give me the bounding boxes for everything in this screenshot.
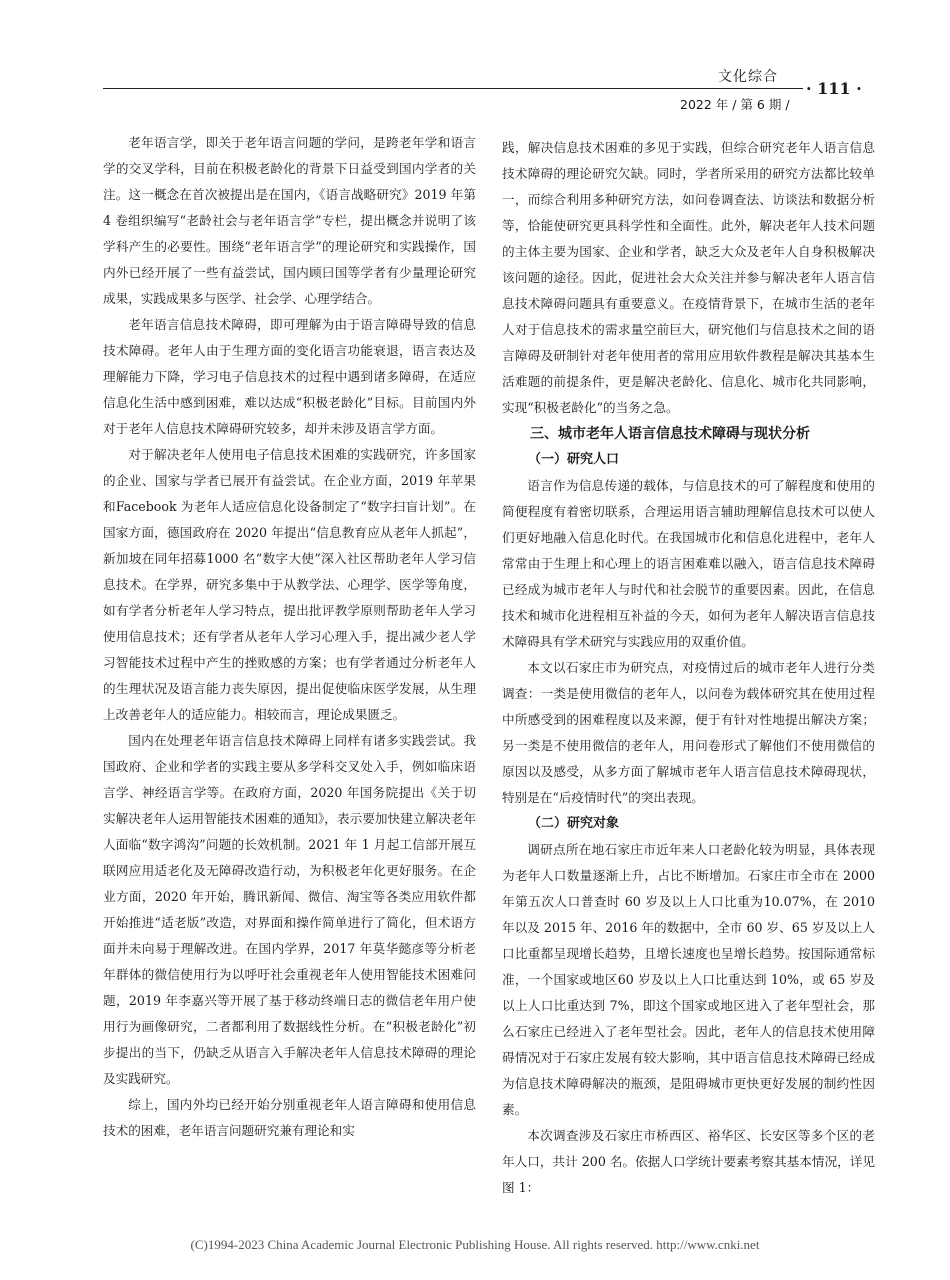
paragraph: 国内在处理老年语言信息技术障碍上同样有诸多实践尝试。我国政府、企业和学者的实践主要从多学科交叉处入手，例如临床语言学、神经语言学等。在政府方面，2020 年国务院提出《关于切实解决老年人运用智能技术困难的通知》，表示要加快建立解决老年人面临“数字鸿沟”问题的长效机制。2021 年 1 月起工信部开展互联网应用适老化及无障碍改造行动，为积极老年化更好服务。在企业方面，2020 年开始，腾讯新闻、微信、淘宝等各类应用软件都开始推进“适老版”改造，对界面和操作简单进行了简化，但术语方面并未向易于理解改进。在国内学界，2017 年莫华懿彦等分析老年群体的微信使用行为以呼吁社会重视老年人使用智能技术困难问题，2019 年李嘉兴等开展了基于移动终端日志的微信老年用户使用行为画像研究，二者都利用了数据线性分析。在“积极老龄化”初步提出的当下，仍缺乏从语言入手解决老年人信息技术障碍的理论及实践研究。 — [103, 733, 476, 1086]
right-column — [502, 135, 875, 1201]
journal-section-title: 文化综合 — [718, 69, 778, 85]
paragraph: 老年语言学，即关于老年语言问题的学问，是跨老年学和语言学的交叉学科，目前在积极老龄化的背景下日益受到国内学者的关注。这一概念在首次被提出是在国内，《语言战略研究》2019 年第 4 卷组织编写“老龄社会与老年语言学”专栏，提出概念并说明了该学科产生的必要性。围绕“老年语言学”的理论研究和实践操作，国内外已经开展了一些有益尝试，国内顾曰国等学者有少量理论研究成果，实践成果多与医学、社会学、心理学结合。 — [103, 135, 476, 306]
paragraph: 本文以石家庄市为研究点，对疫情过后的城市老年人进行分类调查：一类是使用微信的老年人，以问卷为载体研究其在使用过程中所感受到的困难程度以及来源，便于有针对性地提出解决方案；另一类是不使用微信的老年人，用问卷形式了解他们不使用微信的原因以及感受，从多方面了解城市老年人语言信息技术障碍现状，特别是在“后疫情时代”的突出表现。 — [502, 660, 875, 805]
section-heading: 三、城市老年人语言信息技术障碍与现状分析 — [530, 426, 810, 442]
copyright-footer: (C)1994-2023 China Academic Journal Electronic Publishing House. All rights reserved. http://www.cnki.net — [190, 1237, 760, 1252]
paragraph: 综上，国内外均已经开始分别重视老年人语言障碍和使用信息技术的困难，老年语言问题研究兼有理论和实 — [103, 1097, 476, 1138]
paragraph: 调研点所在地石家庄市近年来人口老龄化较为明显，具体表现为老年人口数量逐渐上升，占比不断增加。石家庄市全市在 2000 年第五次人口普查时 60 岁及以上人口比重为10.07%，在 2010 年以及 2015 年、2016 年的数据中，全市 60 岁、65 岁及以上人口比重都呈现增长趋势，且增长速度也呈增长趋势。按国际通常标准，一个国家或地区60 岁及以上人口比重达到 10%，或 65 岁及以上人口比重达到 7%，即这个国家或地区进入了老年型社会，那么石家庄已经进入了老年型社会。因此，老年人的信息技术使用障碍情况对于石家庄发展有较大影响，其中语言信息技术障碍已经成为信息技术障碍解决的瓶颈，是阻碍城市更快更好发展的制约性因素。 — [502, 842, 875, 1117]
page-number: · 111 · — [806, 79, 862, 98]
subsection-heading: （一）研究人口 — [528, 452, 620, 467]
subsection-heading: （二）研究对象 — [528, 816, 620, 831]
issue-info: 2022 年 / 第 6 期 / — [680, 97, 790, 112]
left-column — [103, 130, 476, 1144]
paragraph: 对于解决老年人使用电子信息技术困难的实践研究，许多国家的企业、国家与学者已展开有益尝试。在企业方面，2019 年苹果和Facebook 为老年人适应信息化设备制定了“数字扫盲计划”。在国家方面，德国政府在 2020 年提出“信息教育应从老年人抓起”，新加坡在同年招募1000 名“数字大使”深入社区帮助老年人学习信息技术。在学界，研究多集中于从教学法、心理学、医学等角度，如有学者分析老年人学习特点，提出批评教学原则帮助老年人学习使用信息技术；还有学者从老年人学习心理入手，提出减少老人学习智能技术过程中产生的挫败感的方案；也有学者通过分析老年人的生理状况及语言能力丧失原因，提出促使临床医学发展，从生理上改善老年人的适应能力。相较而言，理论成果匮乏。 — [103, 447, 476, 722]
header-rule — [103, 88, 803, 89]
paragraph: 本次调查涉及石家庄市桥西区、裕华区、长安区等多个区的老年人口，共计 200 名。依据人口学统计要素考察其基本情况，详见图 1： — [502, 1128, 875, 1195]
paragraph: 老年语言信息技术障碍，即可理解为由于语言障碍导致的信息技术障碍。老年人由于生理方面的变化语言功能衰退，语言表达及理解能力下降，学习电子信息技术的过程中遇到诸多障碍，在适应信息化生活中感到困难，难以达成“积极老龄化”目标。目前国内外对于老年人信息技术障碍研究较多，却并未涉及语言学方面。 — [103, 317, 476, 436]
paragraph-continuation: 践，解决信息技术困难的多见于实践，但综合研究老年人语言信息技术障碍的理论研究欠缺。同时，学者所采用的研究方法都比较单一，而综合利用多种研究方法，如问卷调查法、访谈法和数据分析等，恰能使研究更具科学性和全面性。此外，解决老年人技术问题的主体主要为国家、企业和学者，缺乏大众及老年人自身积极解决该问题的途径。因此，促进社会大众关注并参与解决老年人语言信息技术障碍问题具有重要意义。在疫情背景下，在城市生活的老年人对于信息技术的需求量空前巨大，研究他们与信息技术之间的语言障碍及研制针对老年使用者的常用应用软件教程是解决其基本生活难题的前提条件，更是解决老龄化、信息化、城市化共同影响，实现“积极老龄化”的当务之急。 — [502, 140, 875, 415]
paragraph: 语言作为信息传递的载体，与信息技术的可了解程度和使用的简便程度有着密切联系，合理运用语言辅助理解信息技术可以使人们更好地融入信息化时代。在我国城市化和信息化进程中，老年人常常由于生理上和心理上的语言困难难以融入，语言信息技术障碍已经成为城市老年人与时代和社会脱节的重要因素。因此，在信息技术和城市化进程相互补益的今天，如何为老年人解决语言信息技术障碍具有学术研究与实践应用的双重价值。 — [502, 478, 875, 649]
